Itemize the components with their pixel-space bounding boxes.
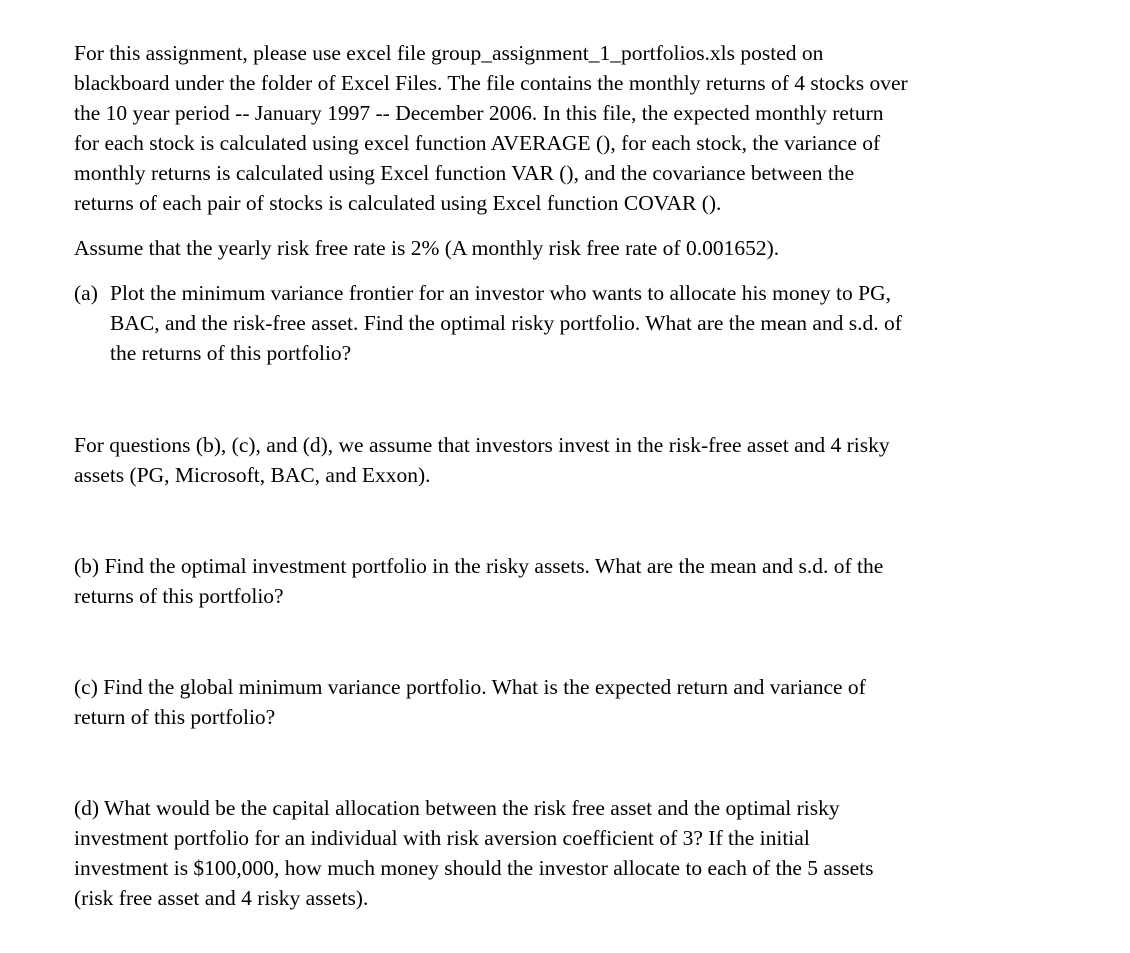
intro-line-4: for each stock is calculated using excel function AVERAGE (), for each stock, the variance of (74, 131, 881, 155)
question-d-line-1: (d) What would be the capital allocation between the risk free asset and the optimal risky (74, 796, 840, 820)
question-d (74, 793, 874, 913)
question-a-body (110, 278, 902, 368)
question-c-line-2: return of this portfolio? (74, 705, 276, 729)
question-b (74, 551, 883, 611)
question-a-label: (a) (74, 281, 98, 305)
question-a (0, 278, 1130, 368)
assumption-text: Assume that the yearly risk free rate is 2% (A monthly risk free rate of 0.001652). (74, 236, 780, 260)
intro-line-3: the 10 year period -- January 1997 -- December 2006. In this file, the expected monthly return (74, 101, 884, 125)
note-bcd-line-2: assets (PG, Microsoft, BAC, and Exxon). (74, 463, 431, 487)
question-a-line-2: BAC, and the risk-free asset. Find the optimal risky portfolio. What are the mean and s.d. of (110, 311, 902, 335)
intro-line-2: blackboard under the folder of Excel Files. The file contains the monthly returns of 4 stocks over (74, 71, 908, 95)
question-b-line-1: (b) Find the optimal investment portfolio in the risky assets. What are the mean and s.d. of the (74, 554, 884, 578)
assumption-paragraph (74, 233, 779, 263)
question-a-line-3: the returns of this portfolio? (110, 341, 352, 365)
intro-line-1: For this assignment, please use excel file group_assignment_1_portfolios.xls posted on (74, 41, 824, 65)
question-b-line-2: returns of this portfolio? (74, 584, 284, 608)
note-bcd-paragraph (74, 430, 890, 490)
question-d-line-4: (risk free asset and 4 risky assets). (74, 886, 369, 910)
note-bcd-line-1: For questions (b), (c), and (d), we assume that investors invest in the risk-free asset and 4 risky (74, 433, 890, 457)
question-c (74, 672, 866, 732)
question-d-line-2: investment portfolio for an individual with risk aversion coefficient of 3? If the initial (74, 826, 810, 850)
question-c-line-1: (c) Find the global minimum variance portfolio. What is the expected return and variance of (74, 675, 866, 699)
intro-line-5: monthly returns is calculated using Excel function VAR (), and the covariance between the (74, 161, 855, 185)
intro-line-6: returns of each pair of stocks is calculated using Excel function COVAR (). (74, 191, 722, 215)
question-a-line-1: Plot the minimum variance frontier for an investor who wants to allocate his money to PG, (110, 281, 892, 305)
question-d-line-3: investment is $100,000, how much money should the investor allocate to each of the 5 assets (74, 856, 874, 880)
intro-paragraph (74, 38, 908, 218)
